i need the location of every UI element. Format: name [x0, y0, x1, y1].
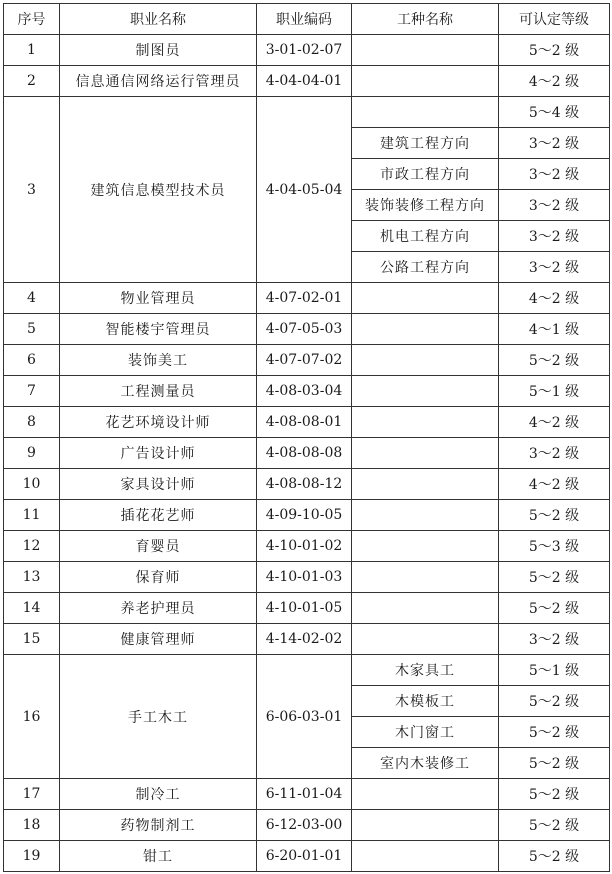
cell-type	[352, 562, 499, 593]
cell-name: 制冷工	[60, 779, 257, 810]
cell-type: 机电工程方向	[352, 221, 499, 252]
cell-no: 14	[4, 593, 60, 624]
cell-code: 4-07-02-01	[257, 283, 352, 314]
table-row	[4, 438, 610, 469]
cell-no: 3	[4, 97, 60, 283]
cell-code: 4-07-07-02	[257, 345, 352, 376]
cell-no: 5	[4, 314, 60, 345]
cell-name: 建筑信息模型技术员	[60, 97, 257, 283]
cell-level: 3～2 级	[499, 159, 610, 190]
cell-name: 广告设计师	[60, 438, 257, 469]
cell-no: 17	[4, 779, 60, 810]
cell-level: 3～2 级	[499, 438, 610, 469]
cell-no: 7	[4, 376, 60, 407]
cell-level: 5～2 级	[499, 748, 610, 779]
cell-level: 5～1 级	[499, 376, 610, 407]
table-row	[4, 469, 610, 500]
table-row	[4, 97, 610, 128]
header-no: 序号	[4, 4, 60, 35]
cell-level: 5～2 级	[499, 345, 610, 376]
header-level: 可认定等级	[499, 4, 610, 35]
table-row	[4, 593, 610, 624]
cell-code: 4-10-01-05	[257, 593, 352, 624]
cell-name: 制图员	[60, 35, 257, 66]
cell-type	[352, 376, 499, 407]
cell-type: 建筑工程方向	[352, 128, 499, 159]
cell-no: 19	[4, 841, 60, 872]
table-row	[4, 314, 610, 345]
table-row	[4, 376, 610, 407]
cell-level: 4～2 级	[499, 407, 610, 438]
table-row	[4, 35, 610, 66]
cell-type: 市政工程方向	[352, 159, 499, 190]
table-row	[4, 624, 610, 655]
cell-type: 室内木装修工	[352, 748, 499, 779]
cell-no: 1	[4, 35, 60, 66]
cell-type: 木门窗工	[352, 717, 499, 748]
cell-level: 4～1 级	[499, 314, 610, 345]
cell-level: 5～2 级	[499, 500, 610, 531]
cell-no: 4	[4, 283, 60, 314]
cell-level: 4～2 级	[499, 469, 610, 500]
cell-no: 8	[4, 407, 60, 438]
cell-type	[352, 407, 499, 438]
cell-code: 4-07-05-03	[257, 314, 352, 345]
cell-code: 4-09-10-05	[257, 500, 352, 531]
table-row	[4, 562, 610, 593]
cell-type	[352, 500, 499, 531]
cell-no: 6	[4, 345, 60, 376]
cell-level: 4～2 级	[499, 66, 610, 97]
cell-level: 3～2 级	[499, 624, 610, 655]
table-row	[4, 810, 610, 841]
cell-level: 5～2 级	[499, 593, 610, 624]
cell-name: 保育师	[60, 562, 257, 593]
cell-code: 4-14-02-02	[257, 624, 352, 655]
cell-level: 5～2 级	[499, 717, 610, 748]
cell-type: 装饰装修工程方向	[352, 190, 499, 221]
cell-name: 药物制剂工	[60, 810, 257, 841]
cell-code: 4-04-04-01	[257, 66, 352, 97]
header-name: 职业名称	[60, 4, 257, 35]
header-code: 职业编码	[257, 4, 352, 35]
table-row	[4, 841, 610, 872]
cell-name: 物业管理员	[60, 283, 257, 314]
cell-type	[352, 314, 499, 345]
cell-level: 3～2 级	[499, 252, 610, 283]
cell-name: 钳工	[60, 841, 257, 872]
cell-type	[352, 345, 499, 376]
cell-no: 9	[4, 438, 60, 469]
cell-level: 5～2 级	[499, 562, 610, 593]
cell-type	[352, 841, 499, 872]
cell-type: 木模板工	[352, 686, 499, 717]
cell-code: 4-08-03-04	[257, 376, 352, 407]
cell-name: 手工木工	[60, 655, 257, 779]
cell-no: 16	[4, 655, 60, 779]
cell-no: 2	[4, 66, 60, 97]
cell-type	[352, 779, 499, 810]
cell-no: 13	[4, 562, 60, 593]
cell-code: 6-06-03-01	[257, 655, 352, 779]
table-row	[4, 500, 610, 531]
table-row	[4, 407, 610, 438]
cell-level: 5～2 级	[499, 841, 610, 872]
cell-type: 木家具工	[352, 655, 499, 686]
cell-type	[352, 97, 499, 128]
cell-name: 智能楼宇管理员	[60, 314, 257, 345]
cell-no: 11	[4, 500, 60, 531]
cell-level: 5～4 级	[499, 97, 610, 128]
cell-type	[352, 531, 499, 562]
cell-type	[352, 66, 499, 97]
cell-code: 6-11-01-04	[257, 779, 352, 810]
cell-name: 养老护理员	[60, 593, 257, 624]
cell-code: 4-10-01-03	[257, 562, 352, 593]
cell-type	[352, 283, 499, 314]
cell-type	[352, 469, 499, 500]
table-row	[4, 345, 610, 376]
cell-code: 4-10-01-02	[257, 531, 352, 562]
cell-type	[352, 35, 499, 66]
cell-level: 3～2 级	[499, 221, 610, 252]
header-type: 工种名称	[352, 4, 499, 35]
cell-type	[352, 624, 499, 655]
table-row	[4, 779, 610, 810]
occupation-table	[3, 3, 610, 872]
cell-code: 6-20-01-01	[257, 841, 352, 872]
cell-name: 健康管理师	[60, 624, 257, 655]
cell-level: 5～2 级	[499, 779, 610, 810]
cell-code: 4-04-05-04	[257, 97, 352, 283]
table-row	[4, 283, 610, 314]
cell-level: 5～1 级	[499, 655, 610, 686]
cell-name: 家具设计师	[60, 469, 257, 500]
cell-name: 育婴员	[60, 531, 257, 562]
cell-code: 4-08-08-08	[257, 438, 352, 469]
cell-level: 5～2 级	[499, 35, 610, 66]
cell-code: 6-12-03-00	[257, 810, 352, 841]
cell-type	[352, 810, 499, 841]
table-row	[4, 66, 610, 97]
table-row	[4, 531, 610, 562]
cell-level: 5～3 级	[499, 531, 610, 562]
cell-no: 12	[4, 531, 60, 562]
table-row	[4, 655, 610, 686]
cell-level: 5～2 级	[499, 810, 610, 841]
cell-name: 插花花艺师	[60, 500, 257, 531]
cell-name: 花艺环境设计师	[60, 407, 257, 438]
cell-no: 18	[4, 810, 60, 841]
cell-level: 3～2 级	[499, 128, 610, 159]
cell-level: 3～2 级	[499, 190, 610, 221]
cell-type: 公路工程方向	[352, 252, 499, 283]
header-row	[4, 4, 610, 35]
cell-code: 4-08-08-01	[257, 407, 352, 438]
cell-level: 4～2 级	[499, 283, 610, 314]
cell-name: 装饰美工	[60, 345, 257, 376]
cell-no: 10	[4, 469, 60, 500]
cell-code: 4-08-08-12	[257, 469, 352, 500]
cell-type	[352, 438, 499, 469]
cell-name: 信息通信网络运行管理员	[60, 66, 257, 97]
cell-code: 3-01-02-07	[257, 35, 352, 66]
table-body	[4, 35, 610, 872]
cell-level: 5～2 级	[499, 686, 610, 717]
cell-type	[352, 593, 499, 624]
cell-no: 15	[4, 624, 60, 655]
cell-name: 工程测量员	[60, 376, 257, 407]
